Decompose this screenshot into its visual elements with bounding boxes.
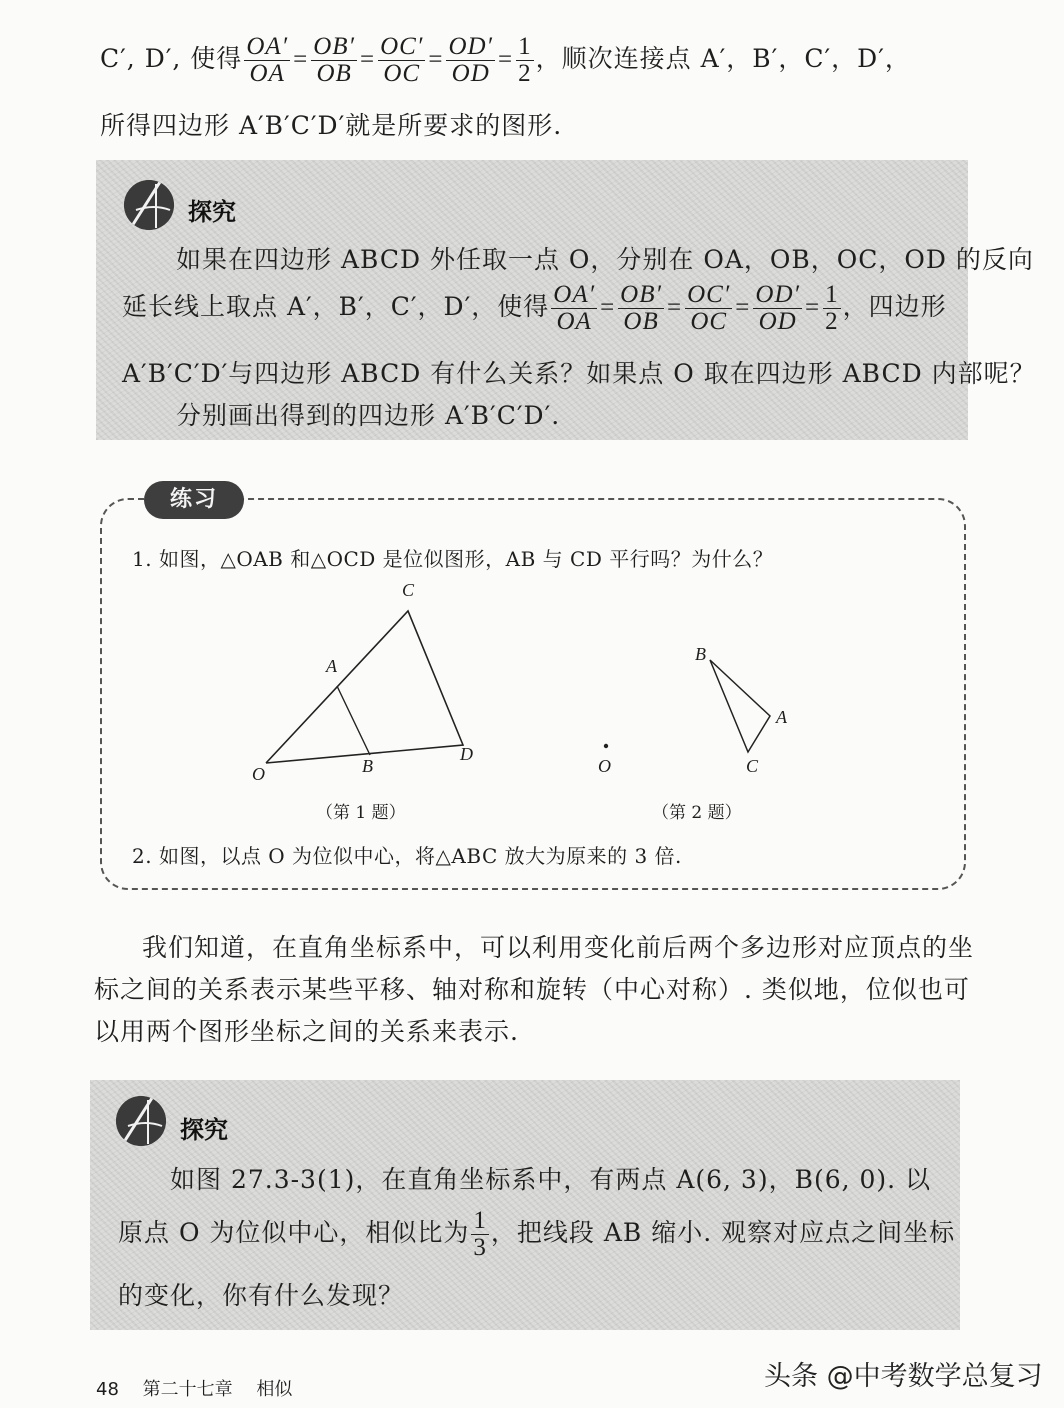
body-paragraph-line3: 以用两个图形坐标之间的关系来表示. bbox=[94, 1017, 519, 1046]
denominator: 2 bbox=[825, 308, 839, 335]
numerator: OC′ bbox=[380, 33, 424, 60]
equals: = bbox=[600, 294, 616, 321]
fraction-od bbox=[446, 34, 495, 87]
body-paragraph-line1: 我们知道，在直角坐标系中，可以利用变化前后两个多边形对应顶点的坐 bbox=[142, 933, 975, 962]
numerator: 1 bbox=[825, 281, 839, 308]
equals: = bbox=[360, 46, 376, 73]
numerator: OD′ bbox=[448, 33, 494, 60]
fraction-oc bbox=[685, 282, 732, 335]
explore1-line4: 分别画出得到的四边形 A′B′C′D′. bbox=[176, 401, 561, 430]
fig2-label-o: O bbox=[598, 756, 611, 776]
body-paragraph-line2: 标之间的关系表示某些平移、轴对称和旋转（中心对称）. 类似地，位似也可 bbox=[94, 975, 970, 1004]
numerator: 1 bbox=[473, 1207, 487, 1234]
fraction-third bbox=[471, 1208, 489, 1261]
explore-icon bbox=[116, 1096, 166, 1146]
equals: = bbox=[498, 46, 514, 73]
fraction-ob bbox=[311, 34, 357, 87]
explore-title: 探究 bbox=[180, 1116, 228, 1144]
top-paragraph-line2: 所得四边形 A′B′C′D′就是所要求的图形. bbox=[100, 111, 563, 140]
numerator: OB′ bbox=[620, 281, 662, 308]
text: 原点 O 为位似中心，相似比为 bbox=[118, 1218, 470, 1247]
chapter-title: 第二十七章 bbox=[142, 1379, 233, 1400]
section-title: 相似 bbox=[256, 1379, 293, 1400]
figure-2-triangle bbox=[590, 640, 790, 770]
explore-title: 探究 bbox=[188, 198, 236, 226]
numerator: OA′ bbox=[246, 33, 289, 60]
fig1-label-d: D bbox=[460, 744, 473, 764]
numerator: OB′ bbox=[313, 33, 356, 60]
explore2-line1: 如图 27.3-3(1)，在直角坐标系中，有两点 A(6, 3)，B(6, 0). 以 bbox=[170, 1165, 932, 1194]
fig1-label-a: A bbox=[326, 656, 337, 676]
text: C′, D′, 使得 bbox=[100, 44, 243, 73]
watermark: 头条 @中考数学总复习 bbox=[764, 1361, 1043, 1392]
text: ，顺次连接点 A′，B′，C′，D′， bbox=[535, 44, 911, 73]
numerator: OC′ bbox=[687, 281, 731, 308]
denominator: 3 bbox=[473, 1234, 487, 1261]
denominator: OA bbox=[556, 308, 592, 335]
numerator: OA′ bbox=[553, 281, 596, 308]
top-paragraph-line1 bbox=[100, 34, 911, 87]
fig1-label-o: O bbox=[252, 764, 265, 784]
explore1-line2 bbox=[122, 282, 947, 335]
explore2-line3: 的变化，你有什么发现？ bbox=[118, 1281, 405, 1310]
practice-question-1: 1. 如图，△OAB 和△OCD 是位似图形，AB 与 CD 平行吗？为什么？ bbox=[132, 547, 774, 571]
page-footer bbox=[96, 1375, 292, 1401]
denominator: 2 bbox=[518, 60, 532, 87]
fraction-half bbox=[516, 34, 534, 87]
fraction-oa bbox=[551, 282, 597, 335]
page-number: 48 bbox=[96, 1379, 119, 1400]
explore2-line2 bbox=[118, 1208, 955, 1261]
fig2-label-a: A bbox=[776, 707, 787, 727]
equals: = bbox=[293, 46, 309, 73]
compass-icon bbox=[116, 1096, 166, 1146]
figure-1-caption: （第 1 题） bbox=[316, 803, 406, 823]
denominator: OD bbox=[758, 308, 797, 335]
equals: = bbox=[666, 294, 683, 321]
fig2-label-b: B bbox=[695, 644, 706, 664]
fraction-oc bbox=[378, 34, 425, 87]
fig1-label-b: B bbox=[362, 756, 373, 776]
text: ，把线段 AB 缩小. 观察对应点之间坐标 bbox=[490, 1218, 956, 1247]
numerator: 1 bbox=[518, 33, 532, 60]
denominator: OB bbox=[316, 60, 352, 87]
explore1-line3: A′B′C′D′与四边形 ABCD 有什么关系？如果点 O 取在四边形 ABCD 内部呢？ bbox=[122, 359, 1036, 388]
fig1-label-c: C bbox=[402, 580, 415, 600]
compass-icon bbox=[124, 180, 174, 230]
figure-2-caption: （第 2 题） bbox=[652, 803, 742, 823]
equals: = bbox=[735, 294, 751, 321]
fig2-label-c: C bbox=[746, 756, 759, 776]
fraction-oa bbox=[244, 34, 290, 87]
explore1-line1: 如果在四边形 ABCD 外任取一点 O，分别在 OA，OB，OC，OD 的反向 bbox=[176, 245, 1034, 274]
practice-tag: 练习 bbox=[144, 481, 244, 519]
text: ，四边形 bbox=[842, 292, 947, 321]
text: 延长线上取点 A′，B′，C′，D′，使得 bbox=[122, 292, 550, 321]
explore-icon bbox=[124, 180, 174, 230]
denominator: OA bbox=[249, 60, 285, 87]
denominator: OC bbox=[383, 60, 421, 87]
denominator: OD bbox=[451, 60, 490, 87]
numerator: OD′ bbox=[755, 281, 800, 308]
fraction-half bbox=[823, 282, 841, 335]
fraction-ob bbox=[618, 282, 664, 335]
fraction-od bbox=[753, 282, 802, 335]
practice-question-2: 2. 如图，以点 O 为位似中心，将△ABC 放大为原来的 3 倍. bbox=[132, 844, 682, 868]
denominator: OB bbox=[623, 308, 659, 335]
equals: = bbox=[804, 294, 821, 321]
denominator: OC bbox=[690, 308, 728, 335]
equals: = bbox=[428, 46, 444, 73]
